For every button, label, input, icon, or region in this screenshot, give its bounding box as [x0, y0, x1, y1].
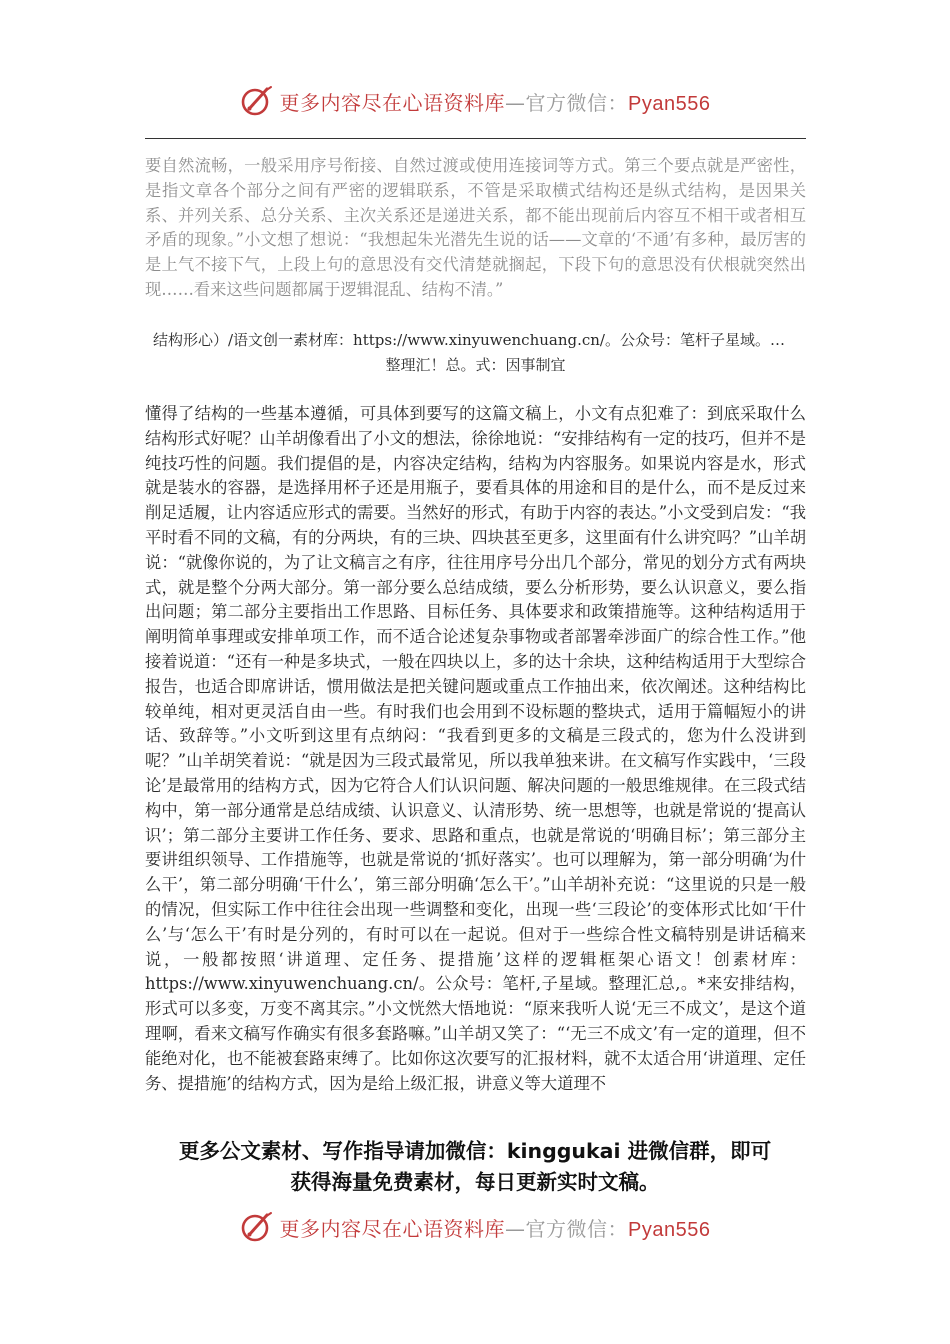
header-brand-text [280, 87, 711, 116]
footer-brand-wechat: Pyan556 [628, 1218, 711, 1241]
header-brand-dash: — [505, 90, 526, 115]
wechat-cta-line2: 获得海量免费素材，每日更新实时文稿。 [290, 1170, 660, 1194]
header-brand-main: 更多内容尽在心语资料库 [279, 90, 506, 115]
footer-brand-dash: — [505, 1216, 526, 1241]
header-watermark [0, 84, 950, 118]
footer-brand-text [280, 1213, 711, 1242]
header-brand-wechat: Pyan556 [628, 92, 711, 115]
source-note-line2: 整理汇！总。式：因事制宜 [385, 356, 566, 374]
source-note-line1: 结构形心）/语文创一素材库：https://www.xinyuwenchuang.cn/。公众号：笔杆子星域。… [153, 331, 785, 349]
pen-logo-icon [240, 1210, 274, 1244]
footer-brand-official: 官方微信： [525, 1216, 629, 1241]
main-paragraph: 懂得了结构的一些基本遵循，可具体到要写的这篇文稿上，小文有点犯难了：到底采取什么结构形式好呢？山羊胡像看出了小文的想法，徐徐地说：“安排结构有一定的技巧，但并不是纯技巧性的问题。我们提倡的是，内容决定结构，结构为内容服务。如果说内容是水，形式就是装水的容器，是选择用杯子还是用瓶子，要看具体的用途和目的是什么，而不是反过来削足适履，让内容适应形式的需要。当然好的形式，有助于内容的表达。”小文受到启发：“我平时看不同的文稿，有的分两块，有的三块、四块甚至更多，这里面有什么讲究吗？”山羊胡说：“就像你说的，为了让文稿言之有序，往往用序号分出几个部分，常见的划分方式有两块式，就是整个分两大部分。第一部分要么总结成绩，要么分析形势，要么认识意义，要么指出问题；第二部分主要指出工作思路、目标任务、具体要求和政策措施等。这种结构适用于阐明简单事理或安排单项工作，而不适合论述复杂事物或者部署牵涉面广的综合性工作。”他接着说道：“还有一种是多块式，一般在四块以上，多的达十余块，这种结构适用于大型综合报告，也适合即席讲话，惯用做法是把关键问题或重点工作抽出来，依次阐述。这种结构比较单纯，相对更灵活自由一些。有时我们也会用到不设标题的整块式，适用于篇幅短小的讲话、致辞等。”小文听到这里有点纳闷：“我看到更多的文稿是三段式的，您为什么没讲到呢？”山羊胡笑着说：“就是因为三段式最常见，所以我单独来讲。在文稿写作实践中，‘三段论’是最常用的结构方式，因为它符合人们认识问题、解决问题的一般思维规律。在三段式结构中，第一部分通常是总结成绩、认识意义、认清形势、统一思想等，也就是常说的‘提高认识’；第二部分主要讲工作任务、要求、思路和重点，也就是常说的‘明确目标’；第三部分主要讲组织领导、工作措施等，也就是常说的‘抓好落实’。也可以理解为，第一部分明确‘为什么干’，第二部分明确‘干什么’，第三部分明确‘怎么干’。”山羊胡补充说：“这里说的只是一般的情况，但实际工作中往往会出现一些调整和变化，出现一些‘三段论’的变体形式比如‘干什么’与‘怎么干’有时是分列的，有时可以在一起说。但对于一些综合性文稿特别是讲话稿来说，一般都按照‘讲道理、定任务、提措施’这样的逻辑框架心语文！创素材库：https://www.xinyuwenchuang.cn/。公众号：笔杆,子星域。整理汇总,。*来安排结构，形式可以多变，万变不离其宗。”小文恍然大悟地说：“原来我听人说‘无三不成文’，是这个道理啊，看来文稿写作确实有很多套路嘛。”山羊胡又笑了：“‘无三不成文’有一定的道理，但不能绝对化，也不能被套路束缚了。比如你这次要写的汇报材料，就不太适合用‘讲道理、定任务、提措施’的结构方式，因为是给上级汇报，讲意义等大道理不 [145, 404, 806, 1093]
footer-watermark [0, 1210, 950, 1244]
wechat-cta-line1: 更多公文素材、写作指导请加微信：kinggukai 进微信群，即可 [178, 1139, 772, 1163]
wechat-cta [135, 1136, 815, 1198]
pen-logo-icon [240, 84, 274, 118]
header-brand-official: 官方微信： [525, 90, 629, 115]
source-note [145, 328, 806, 378]
header-divider [145, 138, 806, 139]
faded-paragraph: 要自然流畅，一般采用序号衔接、自然过渡或使用连接词等方式。第三个要点就是严密性，是指文章各个部分之间有严密的逻辑联系，不管是采取横式结构还是纵式结构，是因果关系、并列关系、总分关系、主次关系还是递进关系，都不能出现前后内容互不相干或者相互矛盾的现象。”小文想了想说：“我想起朱光潜先生说的话——文章的‘不通’有多种，最厉害的是上气不接下气，上段上句的意思没有交代清楚就搁起，下段下句的意思没有伏根就突然出现……看来这些问题都属于逻辑混乱、结构不清。” [145, 156, 806, 299]
footer-brand-main: 更多内容尽在心语资料库 [279, 1216, 506, 1241]
